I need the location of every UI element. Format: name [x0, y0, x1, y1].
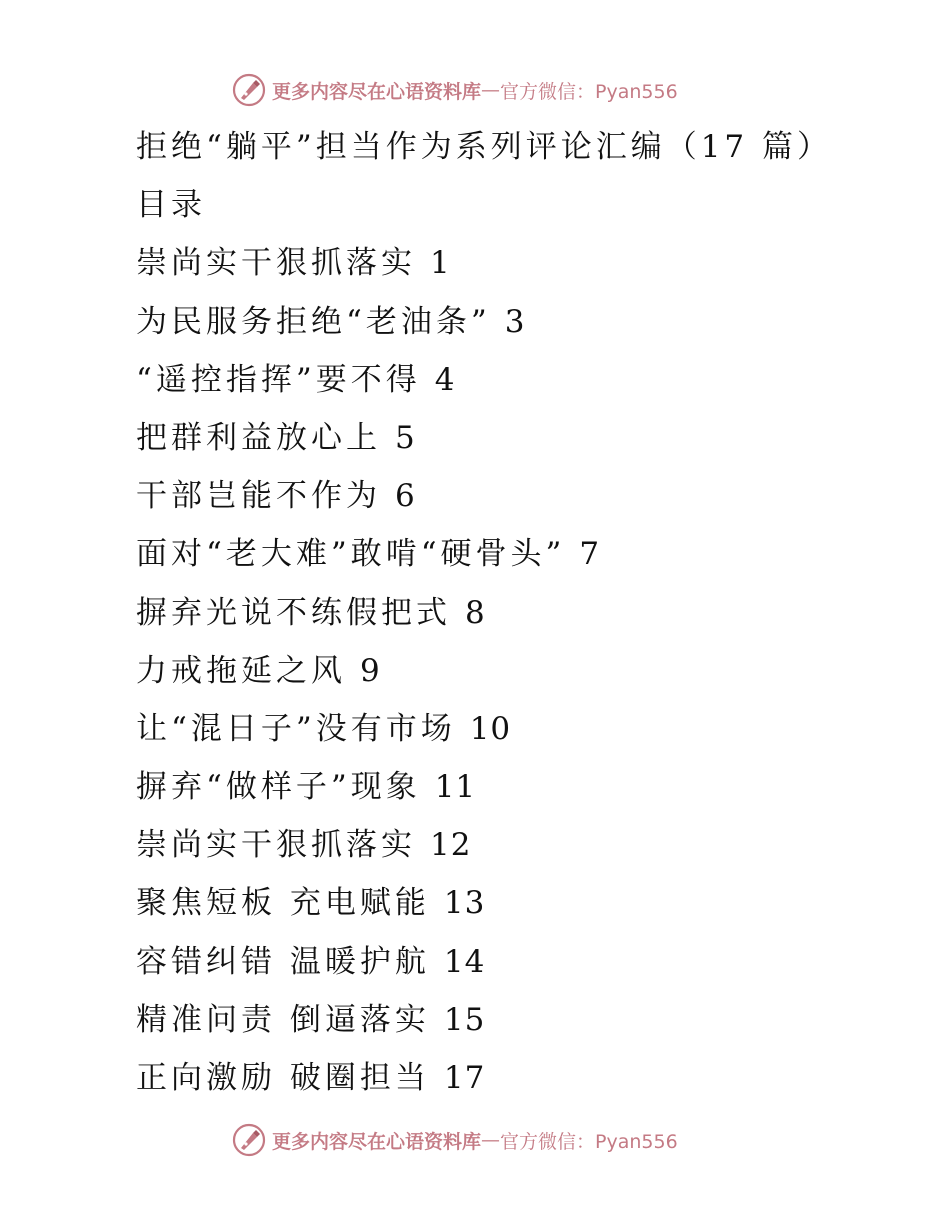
- toc-entry-page: 13: [443, 885, 486, 922]
- toc-entry-page: 17: [443, 1060, 486, 1096]
- watermark-contact: 官方微信：Pyan556: [500, 80, 678, 103]
- watermark-separator: —: [481, 79, 501, 101]
- toc-entry-title: 崇尚实干狠抓落实: [136, 245, 416, 282]
- toc-entry-page: 5: [395, 419, 416, 456]
- toc-entry-page: 1: [430, 245, 451, 282]
- toc-entry[interactable]: [136, 933, 836, 991]
- toc-entry-title: 为民服务拒绝“老油条”: [136, 303, 491, 340]
- toc-entry-title: 摒弃“做样子”现象: [136, 769, 421, 806]
- toc-entry-page: 11: [434, 769, 477, 806]
- toc-entry-page: 6: [395, 478, 416, 515]
- toc-entry-page: 15: [443, 1001, 486, 1038]
- toc-entry-page: 4: [434, 361, 456, 398]
- toc-entry-page: 7: [579, 536, 601, 573]
- toc-entry-page: 8: [465, 594, 486, 631]
- toc-entry[interactable]: [136, 584, 836, 642]
- toc-entry-title: 力戒拖延之风: [136, 652, 346, 689]
- toc-entry-title: “遥控指挥”要不得: [136, 361, 421, 398]
- header-watermark: [232, 72, 712, 108]
- toc-entry[interactable]: [136, 1049, 836, 1107]
- toc-entry-page: 3: [504, 303, 526, 340]
- toc-entry-title: 摒弃光说不练假把式: [136, 594, 451, 631]
- toc-entry[interactable]: [136, 525, 836, 583]
- pen-nib-icon: [232, 1123, 266, 1157]
- toc-entry-title: 聚焦短板 充电赋能: [136, 885, 430, 922]
- document-body: [136, 118, 836, 1107]
- toc-entry[interactable]: [136, 409, 836, 467]
- toc-entry-title: 正向激励 破圈担当: [136, 1060, 430, 1096]
- toc-entry[interactable]: [136, 351, 836, 409]
- toc-entry-title: 干部岂能不作为: [136, 478, 381, 515]
- toc-entry[interactable]: [136, 700, 836, 758]
- toc-entry[interactable]: [136, 467, 836, 525]
- toc-entry[interactable]: [136, 234, 836, 292]
- toc-entry-title: 让“混日子”没有市场: [136, 710, 456, 747]
- watermark-brand: 更多内容尽在心语资料库: [272, 80, 482, 103]
- toc-entry-page: 9: [360, 652, 381, 689]
- toc-entry-page: 10: [469, 710, 512, 747]
- toc-entry[interactable]: [136, 991, 836, 1049]
- watermark-contact: 官方微信：Pyan556: [500, 1130, 678, 1153]
- watermark-brand: 更多内容尽在心语资料库: [272, 1130, 482, 1153]
- toc-entry[interactable]: [136, 758, 836, 816]
- toc-entry[interactable]: [136, 874, 836, 932]
- toc-heading: 目录: [136, 187, 206, 224]
- toc-entry-title: 崇尚实干狠抓落实: [136, 827, 416, 864]
- toc-entry-title: 面对“老大难”敢啃“硬骨头”: [136, 536, 566, 573]
- toc-entry-title: 精准问责 倒逼落实: [136, 1001, 430, 1038]
- footer-watermark: [232, 1122, 712, 1158]
- toc-entry-page: 14: [443, 943, 486, 980]
- toc-entry-title: 把群利益放心上: [136, 419, 381, 456]
- toc-entry-title: 容错纠错 温暖护航: [136, 943, 430, 980]
- toc-entry[interactable]: [136, 293, 836, 351]
- toc-entry[interactable]: [136, 642, 836, 700]
- toc-entry[interactable]: [136, 816, 836, 874]
- watermark-separator: —: [481, 1129, 501, 1151]
- document-title: 拒绝“躺平”担当作为系列评论汇编（17 篇）: [136, 129, 832, 165]
- toc-entry-page: 12: [430, 827, 472, 864]
- pen-nib-icon: [232, 73, 266, 107]
